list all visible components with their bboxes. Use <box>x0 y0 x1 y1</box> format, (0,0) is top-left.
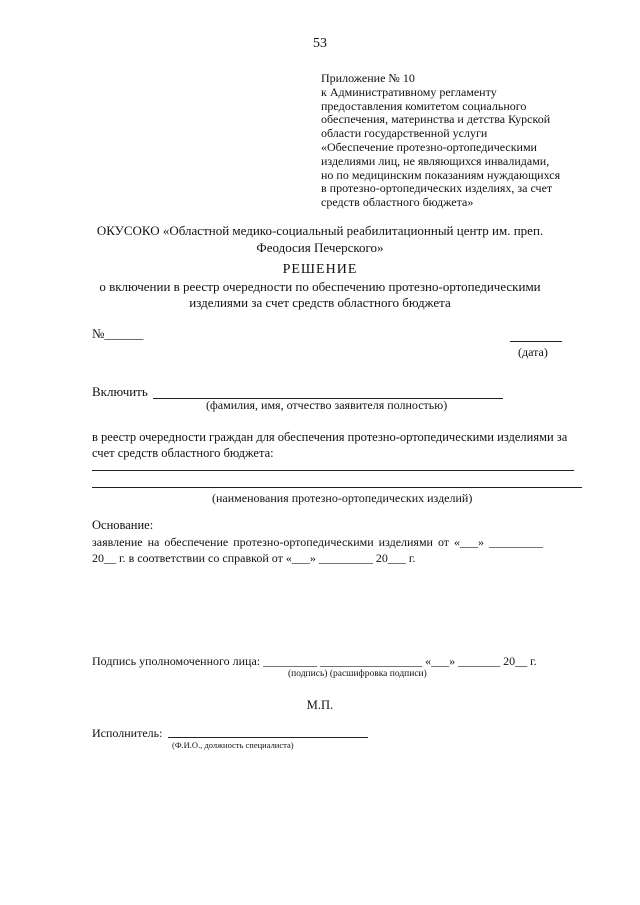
basis-line-2: 20__ г. в соответствии со справкой от «___» _________ 20___ г. <box>92 551 416 565</box>
organization-line-2: Феодосия Печерского» <box>256 240 384 255</box>
organization-line-1: ОКУСОКО «Областной медико-социальный реабилитационный центр им. преп. <box>96 223 544 238</box>
appendix-line: области государственной услуги <box>321 126 488 141</box>
executor-hint: (Ф.И.О., должность специалиста) <box>172 740 294 750</box>
items-hint: (наименования протезно-ортопедических изделий) <box>212 491 473 505</box>
appendix-block <box>321 72 581 210</box>
decision-subtitle-line-2: изделиями за счет средств областного бюджета <box>189 294 451 310</box>
items-field-line-2[interactable] <box>92 487 582 488</box>
appendix-line: к Административному регламенту <box>321 84 497 99</box>
executor-field[interactable] <box>168 737 368 738</box>
appendix-line: изделиями лиц, не являющихся инвалидами, <box>321 153 550 168</box>
date-field-line[interactable] <box>510 341 562 342</box>
appendix-line: средств областного бюджета» <box>321 195 474 210</box>
appendix-line: обеспечения, материнства и детства Курской <box>321 112 551 127</box>
page-number: 53 <box>313 36 327 51</box>
appendix-line: в протезно-ортопедических изделиях, за счет <box>321 181 553 196</box>
items-field-line-1[interactable] <box>92 470 574 471</box>
basis-line-1: заявление на обеспечение протезно-ортопедическими изделиями от «___» _________ <box>92 535 544 549</box>
decision-subtitle-line-1: о включении в реестр очередности по обеспечению протезно-ортопедическими <box>99 279 541 294</box>
date-label: (дата) <box>518 345 548 359</box>
signature-line: Подпись уполномоченного лица: _________ _________________ «___» _______ 20__ г. <box>92 654 537 668</box>
basis-title: Основание: <box>92 518 154 532</box>
decision-title: РЕШЕНИЕ <box>282 262 358 277</box>
executor-label: Исполнитель: <box>92 726 163 740</box>
appendix-line: Приложение № 10 <box>321 71 415 85</box>
organization-name <box>0 222 640 256</box>
decision-number-field[interactable]: №______ <box>92 326 144 341</box>
decision-subtitle <box>0 279 640 310</box>
include-label: Включить <box>92 384 148 399</box>
registry-text: в реестр очередности граждан для обеспечения протезно-ортопедическими изделиями за счет средств областного бюджета: <box>92 430 568 460</box>
appendix-line: «Обеспечение протезно-ортопедическими <box>321 139 537 154</box>
appendix-line: но по медицинским показаниям нуждающихся <box>321 167 561 182</box>
applicant-name-hint: (фамилия, имя, отчество заявителя полностью) <box>206 398 448 412</box>
signature-hint: (подпись) (расшифровка подписи) <box>288 669 427 679</box>
stamp-placeholder: М.П. <box>306 698 334 712</box>
appendix-line: предоставления комитетом социального <box>321 98 527 113</box>
